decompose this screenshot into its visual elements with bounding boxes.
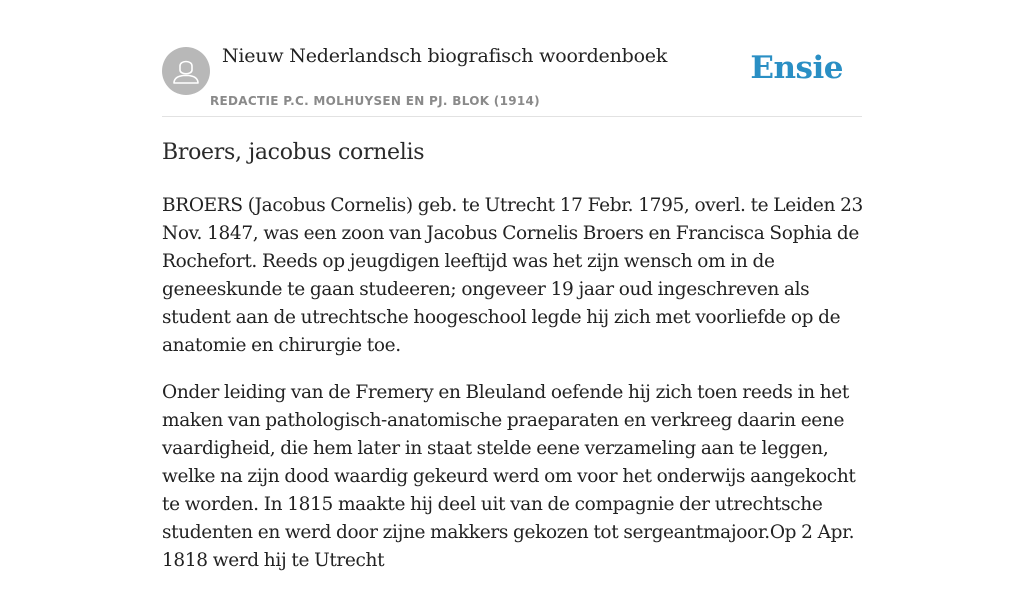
entry-body — [162, 192, 864, 594]
entry-title: Broers, jacobus cornelis — [162, 140, 425, 165]
header — [162, 0, 862, 117]
ensie-logo[interactable]: Ensie — [750, 50, 843, 86]
editors-credit: REDACTIE P.C. MOLHUYSEN EN PJ. BLOK (1914) — [210, 94, 540, 108]
author-avatar[interactable] — [162, 47, 210, 95]
paragraph: BROERS (Jacobus Cornelis) geb. te Utrecht 17 Febr. 1795, overl. te Leiden 23 Nov. 1847, was een zoon van Jacobus Cornelis Broers en Francisca Sophia de Rochefort. Reeds op jeugdigen leeftijd was het zijn wensch om in de geneeskunde te gaan studeeren; ongeveer 19 jaar oud ingeschreven als student aan de utrechtsche hoogeschool legde hij zich met voorliefde op de anatomie en chirurgie toe. — [162, 195, 863, 356]
user-silhouette-icon — [162, 47, 210, 95]
paragraph: Onder leiding van de Fremery en Bleuland oefende hij zich toen reeds in het maken van pathologisch-anatomische praeparaten en verkreeg daarin eene vaardigheid, die hem later in staat stelde eene verzameling aan te leggen, welke na zijn dood waardig gekeurd werd om voor het onderwijs aangekocht te worden. In 1815 maakte hij deel uit van de compagnie der utrechtsche studenten en werd door zijne makkers gekozen tot sergeantmajoor.Op 2 Apr. 1818 werd hij te Utrecht — [162, 382, 856, 571]
book-title[interactable]: Nieuw Nederlandsch biografisch woordenboek — [222, 45, 668, 67]
